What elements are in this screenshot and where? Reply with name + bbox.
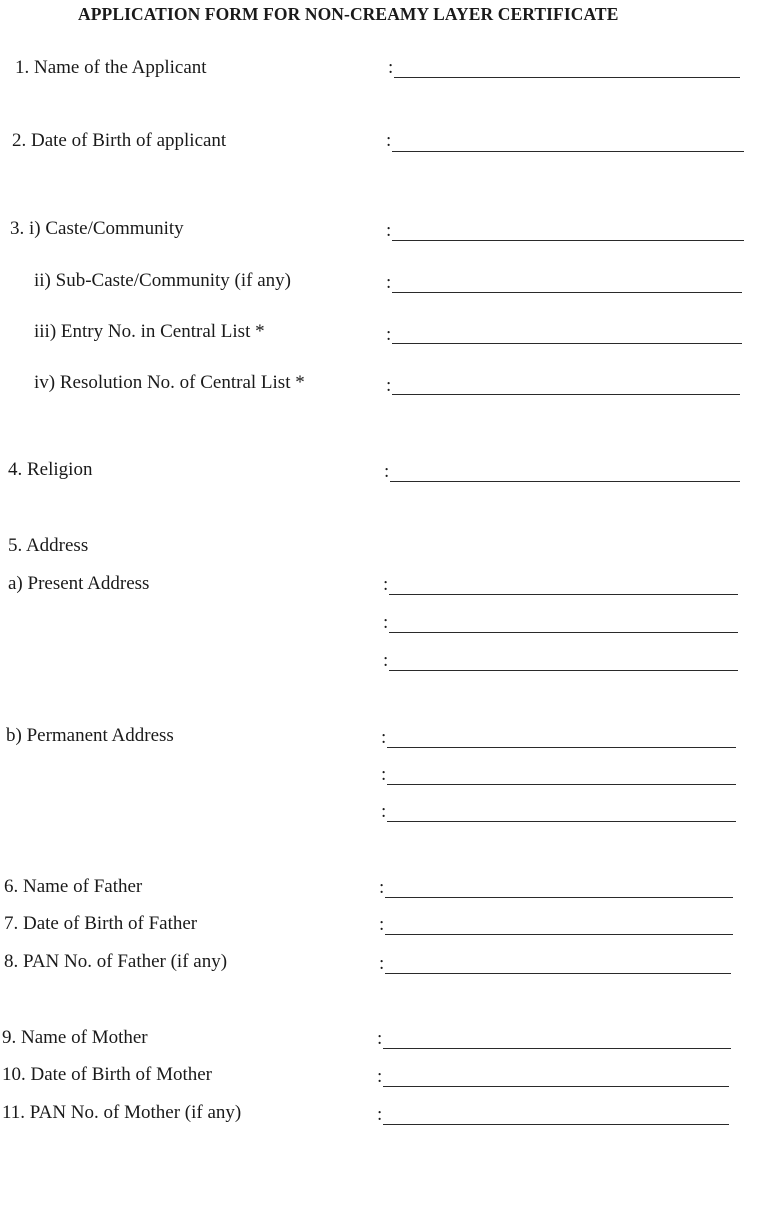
label-caste: 3. i) Caste/Community (10, 218, 184, 239)
field-caste[interactable] (392, 240, 744, 241)
colon: : (386, 375, 392, 396)
field-religion[interactable] (390, 481, 740, 482)
form-title: APPLICATION FORM FOR NON-CREAMY LAYER CERTIFICATE (78, 4, 619, 24)
label-mother-dob: 10. Date of Birth of Mother (2, 1064, 213, 1085)
colon: : (383, 612, 389, 633)
field-sub-caste[interactable] (392, 292, 742, 293)
field-mother-name[interactable] (383, 1048, 731, 1049)
colon: : (386, 324, 392, 345)
field-permanent-address-line-1[interactable] (387, 747, 736, 748)
label-name-applicant: 1. Name of the Applicant (15, 57, 207, 78)
label-sub-caste: ii) Sub-Caste/Community (if any) (34, 270, 292, 291)
label-entry-no: iii) Entry No. in Central List * (34, 321, 265, 342)
colon: : (381, 727, 387, 748)
label-present-address: a) Present Address (8, 573, 150, 594)
colon: : (377, 1028, 383, 1049)
colon: : (379, 914, 385, 935)
label-address: 5. Address (8, 535, 89, 556)
field-mother-dob[interactable] (383, 1086, 729, 1087)
colon: : (386, 130, 392, 151)
colon: : (379, 877, 385, 898)
field-resolution-no[interactable] (392, 394, 740, 395)
colon: : (381, 764, 387, 785)
label-mother-name: 9. Name of Mother (2, 1027, 148, 1048)
field-father-pan[interactable] (385, 973, 731, 974)
colon: : (384, 461, 390, 482)
label-permanent-address: b) Permanent Address (6, 725, 174, 746)
label-dob-applicant: 2. Date of Birth of applicant (12, 130, 227, 151)
colon: : (379, 953, 385, 974)
field-mother-pan[interactable] (383, 1124, 729, 1125)
field-present-address-line-1[interactable] (389, 594, 738, 595)
colon: : (383, 650, 389, 671)
label-father-dob: 7. Date of Birth of Father (4, 913, 198, 934)
field-permanent-address-line-2[interactable] (387, 784, 736, 785)
colon: : (386, 220, 392, 241)
colon: : (381, 801, 387, 822)
label-father-pan: 8. PAN No. of Father (if any) (4, 951, 228, 972)
field-father-name[interactable] (385, 897, 733, 898)
label-father-name: 6. Name of Father (4, 876, 143, 897)
colon: : (383, 574, 389, 595)
field-present-address-line-3[interactable] (389, 670, 738, 671)
field-permanent-address-line-3[interactable] (387, 821, 736, 822)
field-name-applicant[interactable] (394, 77, 740, 78)
colon: : (377, 1066, 383, 1087)
colon: : (377, 1104, 383, 1125)
colon: : (386, 272, 392, 293)
field-present-address-line-2[interactable] (389, 632, 738, 633)
field-father-dob[interactable] (385, 934, 733, 935)
field-dob-applicant[interactable] (392, 151, 744, 152)
label-resolution-no: iv) Resolution No. of Central List * (34, 372, 305, 393)
label-mother-pan: 11. PAN No. of Mother (if any) (2, 1102, 242, 1123)
field-entry-no[interactable] (392, 343, 742, 344)
colon: : (388, 57, 394, 78)
label-religion: 4. Religion (8, 459, 93, 480)
